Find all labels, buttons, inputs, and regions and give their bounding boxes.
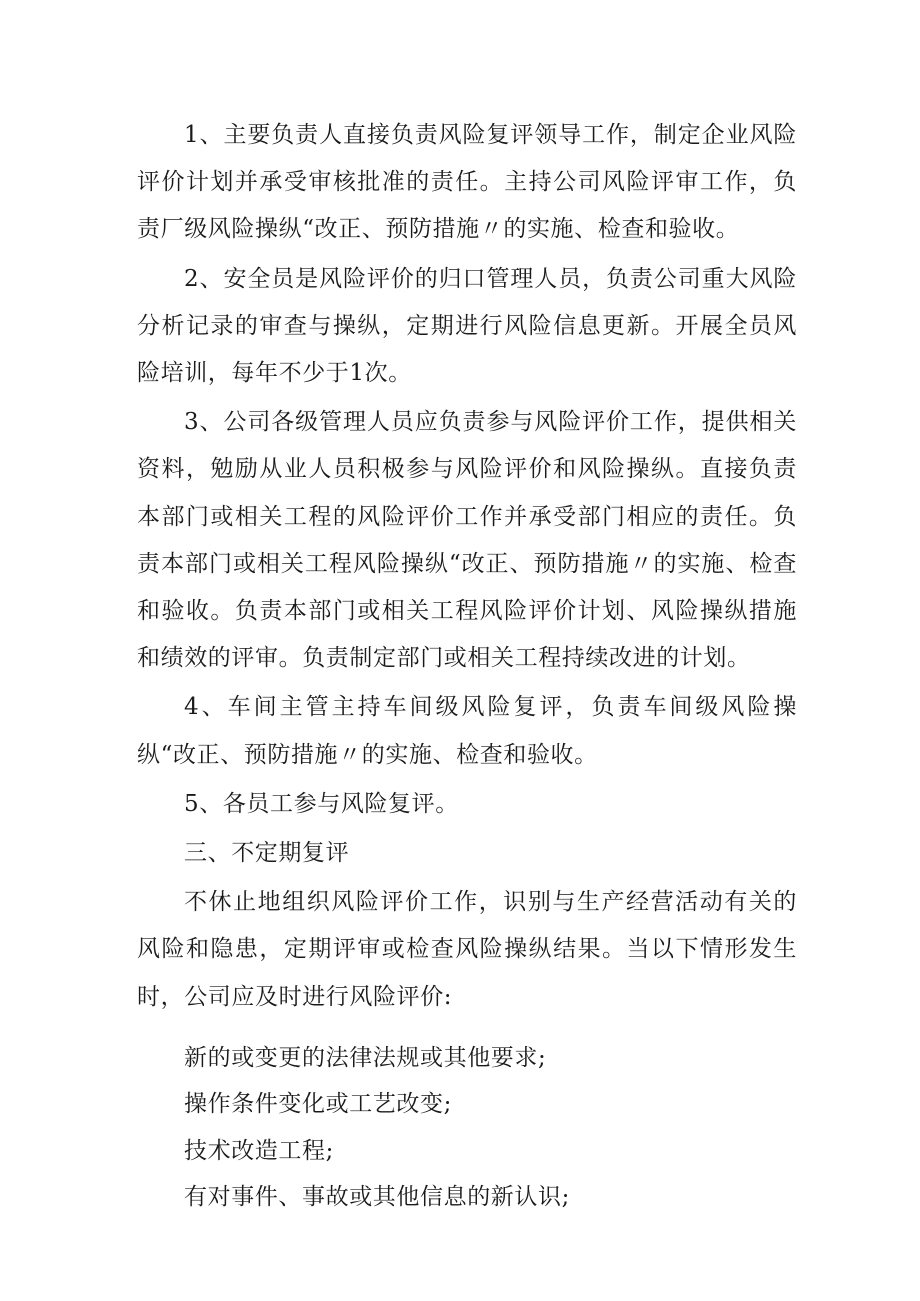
paragraph-5: 5、各员工参与风险复评。 [184,790,459,817]
conditions-list [137,1035,797,1221]
paragraph-3: 3、公司各级管理人员应负责参与风险评价工作，提供相关资料，勉励从业人员积极参与风险评价和风险操纵。直接负责本部门或相关工程的风险评价工作并承受部门相应的责任。负责本部门或相关工程风险操纵“改正、预防措施〃的实施、检查和验收。负责本部门或相关工程风险评价计划、风险操纵措施和绩效的评审。负责制定部门或相关工程持续改进的计划。 [137,409,797,672]
paragraph-2: 2、安全员是风险评价的归口管理人员，负责公司重大风险分析记录的审查与操纵，定期进行风险信息更新。开展全员风险培训，每年不少于1次。 [137,265,797,387]
paragraph-6: 不休止地组织风险评价工作，识别与生产经营活动有关的风险和隐患，定期评审或检查风险操纵结果。当以下情形发生时，公司应及时进行风险评价: [137,889,797,1010]
list-item: 新的或变更的法律法规或其他要求; [184,1044,547,1071]
list-item: 有对事件、事故或其他信息的新认识; [184,1184,570,1211]
paragraph-4: 4、车间主管主持车间级风险复评，负责车间级风险操纵“改正、预防措施〃的实施、检查和验收。 [137,694,797,768]
section-heading: 三、不定期复评 [184,840,350,867]
list-item: 操作条件变化或工艺改变; [184,1091,452,1118]
paragraph-1: 1、主要负责人直接负责风险复评领导工作，制定企业风险评价计划并承受审核批准的责任。主持公司风险评审工作，负责厂级风险操纵“改正、预防措施〃的实施、检查和验收。 [137,122,797,243]
list-item: 技术改造工程; [184,1137,334,1164]
document-page [137,112,797,1221]
